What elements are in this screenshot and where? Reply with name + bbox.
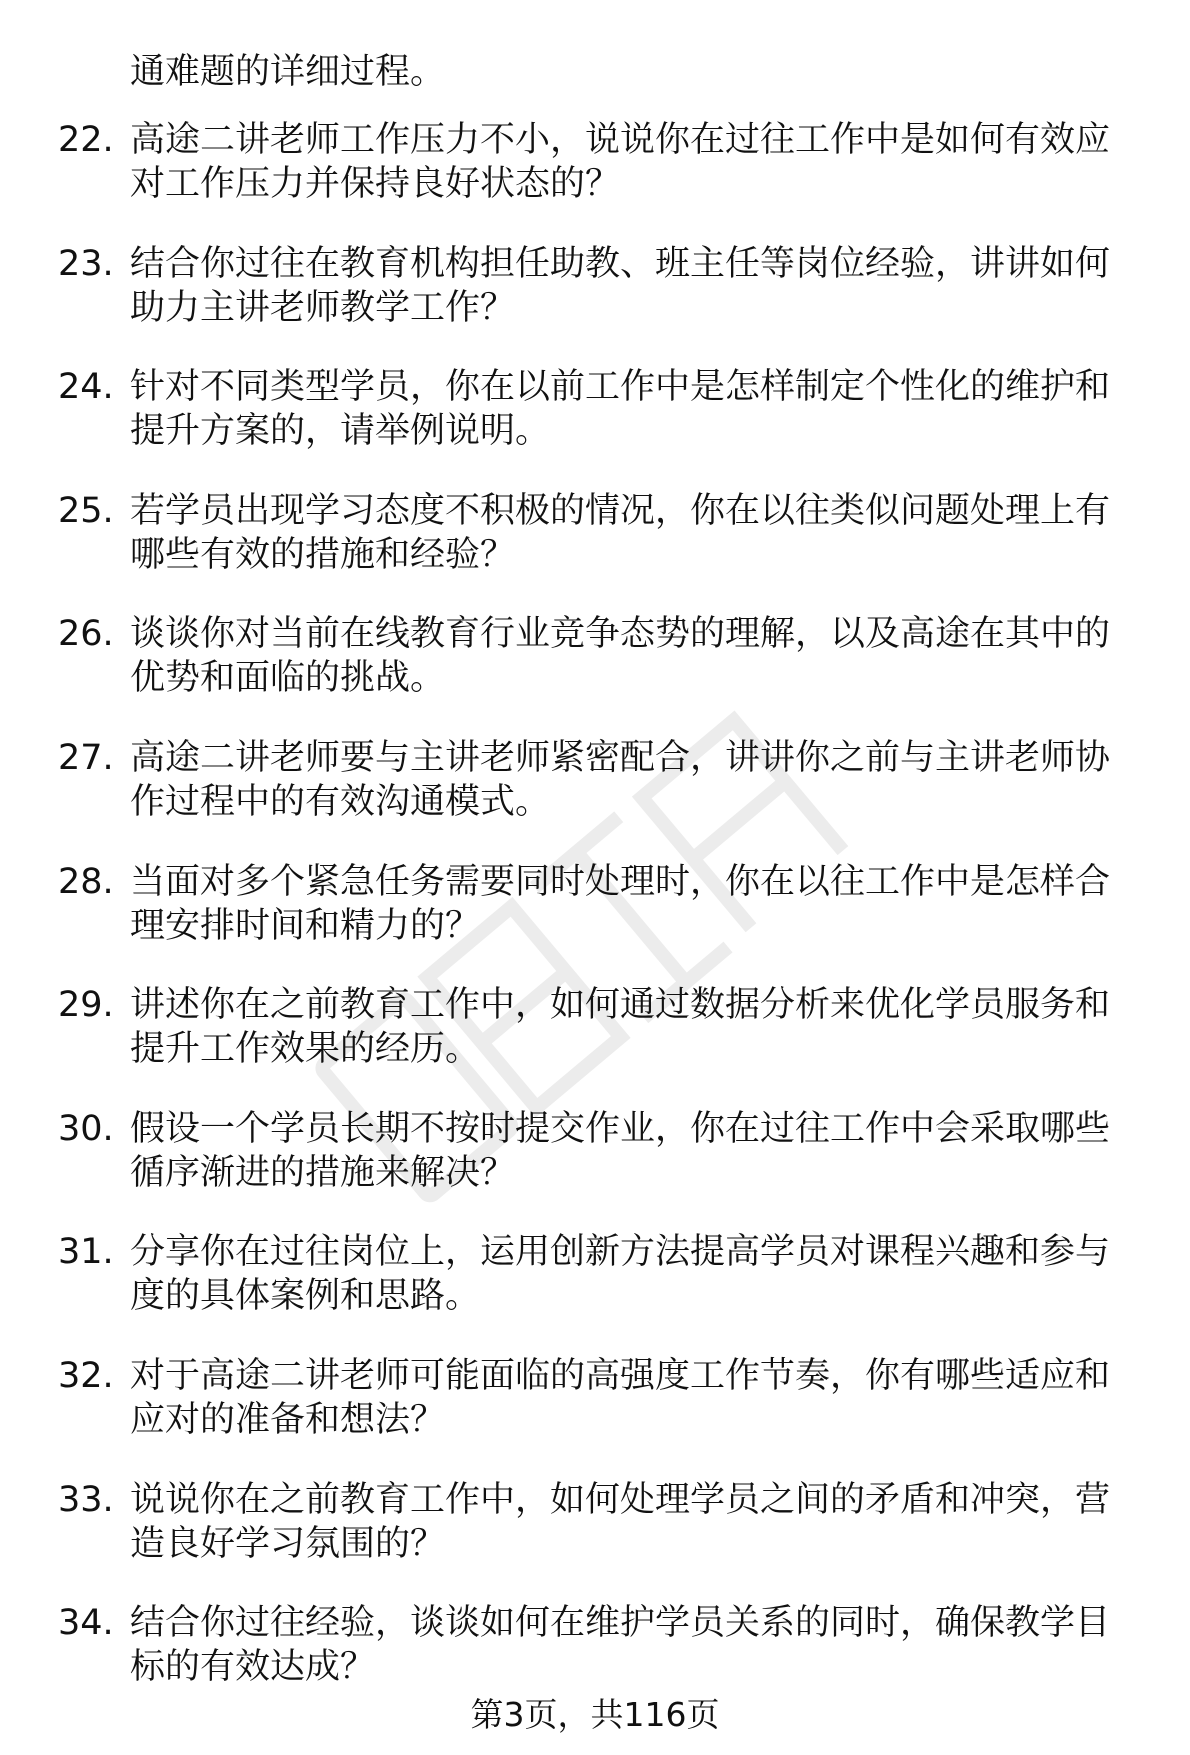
question-number: 28. bbox=[58, 861, 114, 902]
list-item bbox=[0, 1230, 1190, 1354]
question-text-line: 助力主讲老师教学工作？ bbox=[130, 287, 516, 328]
page-footer: 第3页，共116页 bbox=[470, 1695, 720, 1734]
question-text-line: 说说你在之前教育工作中，如何处理学员之间的矛盾和冲突，营 bbox=[130, 1479, 1111, 1520]
question-number: 31. bbox=[58, 1232, 114, 1273]
question-number: 26. bbox=[58, 614, 114, 655]
question-number: 27. bbox=[58, 737, 114, 778]
question-text-line: 结合你过往经验，谈谈如何在维护学员关系的同时，确保教学目 bbox=[130, 1603, 1111, 1644]
question-text-line: 优势和面临的挑战。 bbox=[130, 658, 446, 699]
list-item bbox=[0, 1478, 1190, 1602]
question-text-line: 应对的准备和想法？ bbox=[130, 1399, 446, 1440]
question-number: 33. bbox=[58, 1479, 114, 1520]
question-text-line: 提升方案的，请举例说明。 bbox=[130, 411, 551, 452]
list-item bbox=[0, 365, 1190, 489]
question-text-line: 标的有效达成？ bbox=[130, 1647, 376, 1688]
question-text-line: 提升工作效果的经历。 bbox=[130, 1029, 481, 1070]
question-text-line: 理安排时间和精力的？ bbox=[130, 905, 481, 946]
list-item bbox=[0, 736, 1190, 860]
question-number: 34. bbox=[58, 1603, 114, 1644]
question-text-line: 假设一个学员长期不按时提交作业，你在过往工作中会采取哪些 bbox=[130, 1108, 1111, 1149]
question-text-line: 高途二讲老师工作压力不小，说说你在过往工作中是如何有效应 bbox=[130, 120, 1111, 160]
list-item bbox=[0, 118, 1190, 242]
question-text-line: 结合你过往在教育机构担任助教、班主任等岗位经验，讲讲如何 bbox=[130, 243, 1111, 284]
question-text-line: 分享你在过往岗位上，运用创新方法提高学员对课程兴趣和参与 bbox=[130, 1232, 1111, 1273]
question-text-line: 高途二讲老师要与主讲老师紧密配合，讲讲你之前与主讲老师协 bbox=[130, 737, 1111, 778]
question-text-line: 对工作压力并保持良好状态的？ bbox=[130, 164, 621, 204]
list-item bbox=[0, 1107, 1190, 1231]
question-list bbox=[0, 118, 1190, 1725]
question-number: 25. bbox=[58, 490, 114, 531]
list-item bbox=[0, 242, 1190, 366]
question-number: 30. bbox=[58, 1108, 114, 1149]
question-text-line: 作过程中的有效沟通模式。 bbox=[130, 781, 551, 822]
question-text-line: 当面对多个紧急任务需要同时处理时，你在以往工作中是怎样合 bbox=[130, 861, 1111, 902]
question-number: 32. bbox=[58, 1355, 114, 1396]
question-text-line: 针对不同类型学员，你在以前工作中是怎样制定个性化的维护和 bbox=[130, 367, 1111, 408]
question-text-line: 谈谈你对当前在线教育行业竞争态势的理解，以及高途在其中的 bbox=[130, 614, 1111, 655]
list-item bbox=[0, 612, 1190, 736]
question-text-line: 度的具体案例和思路。 bbox=[130, 1276, 481, 1317]
list-item bbox=[0, 983, 1190, 1107]
question-number: 24. bbox=[58, 367, 114, 408]
question-number: 23. bbox=[58, 243, 114, 284]
question-number: 22. bbox=[58, 120, 114, 160]
list-item bbox=[0, 489, 1190, 613]
question-number: 29. bbox=[58, 985, 114, 1026]
continued-text: 通难题的详细过程。 bbox=[130, 52, 446, 92]
question-text-line: 若学员出现学习态度不积极的情况，你在以往类似问题处理上有 bbox=[130, 490, 1111, 531]
question-text-line: 哪些有效的措施和经验？ bbox=[130, 534, 516, 575]
list-item bbox=[0, 1354, 1190, 1478]
question-text-line: 讲述你在之前教育工作中，如何通过数据分析来优化学员服务和 bbox=[130, 985, 1111, 1026]
list-item bbox=[0, 860, 1190, 984]
question-text-line: 循序渐进的措施来解决？ bbox=[130, 1152, 516, 1193]
question-text-line: 造良好学习氛围的？ bbox=[130, 1523, 446, 1564]
question-text-line: 对于高途二讲老师可能面临的高强度工作节奏，你有哪些适应和 bbox=[130, 1355, 1111, 1396]
